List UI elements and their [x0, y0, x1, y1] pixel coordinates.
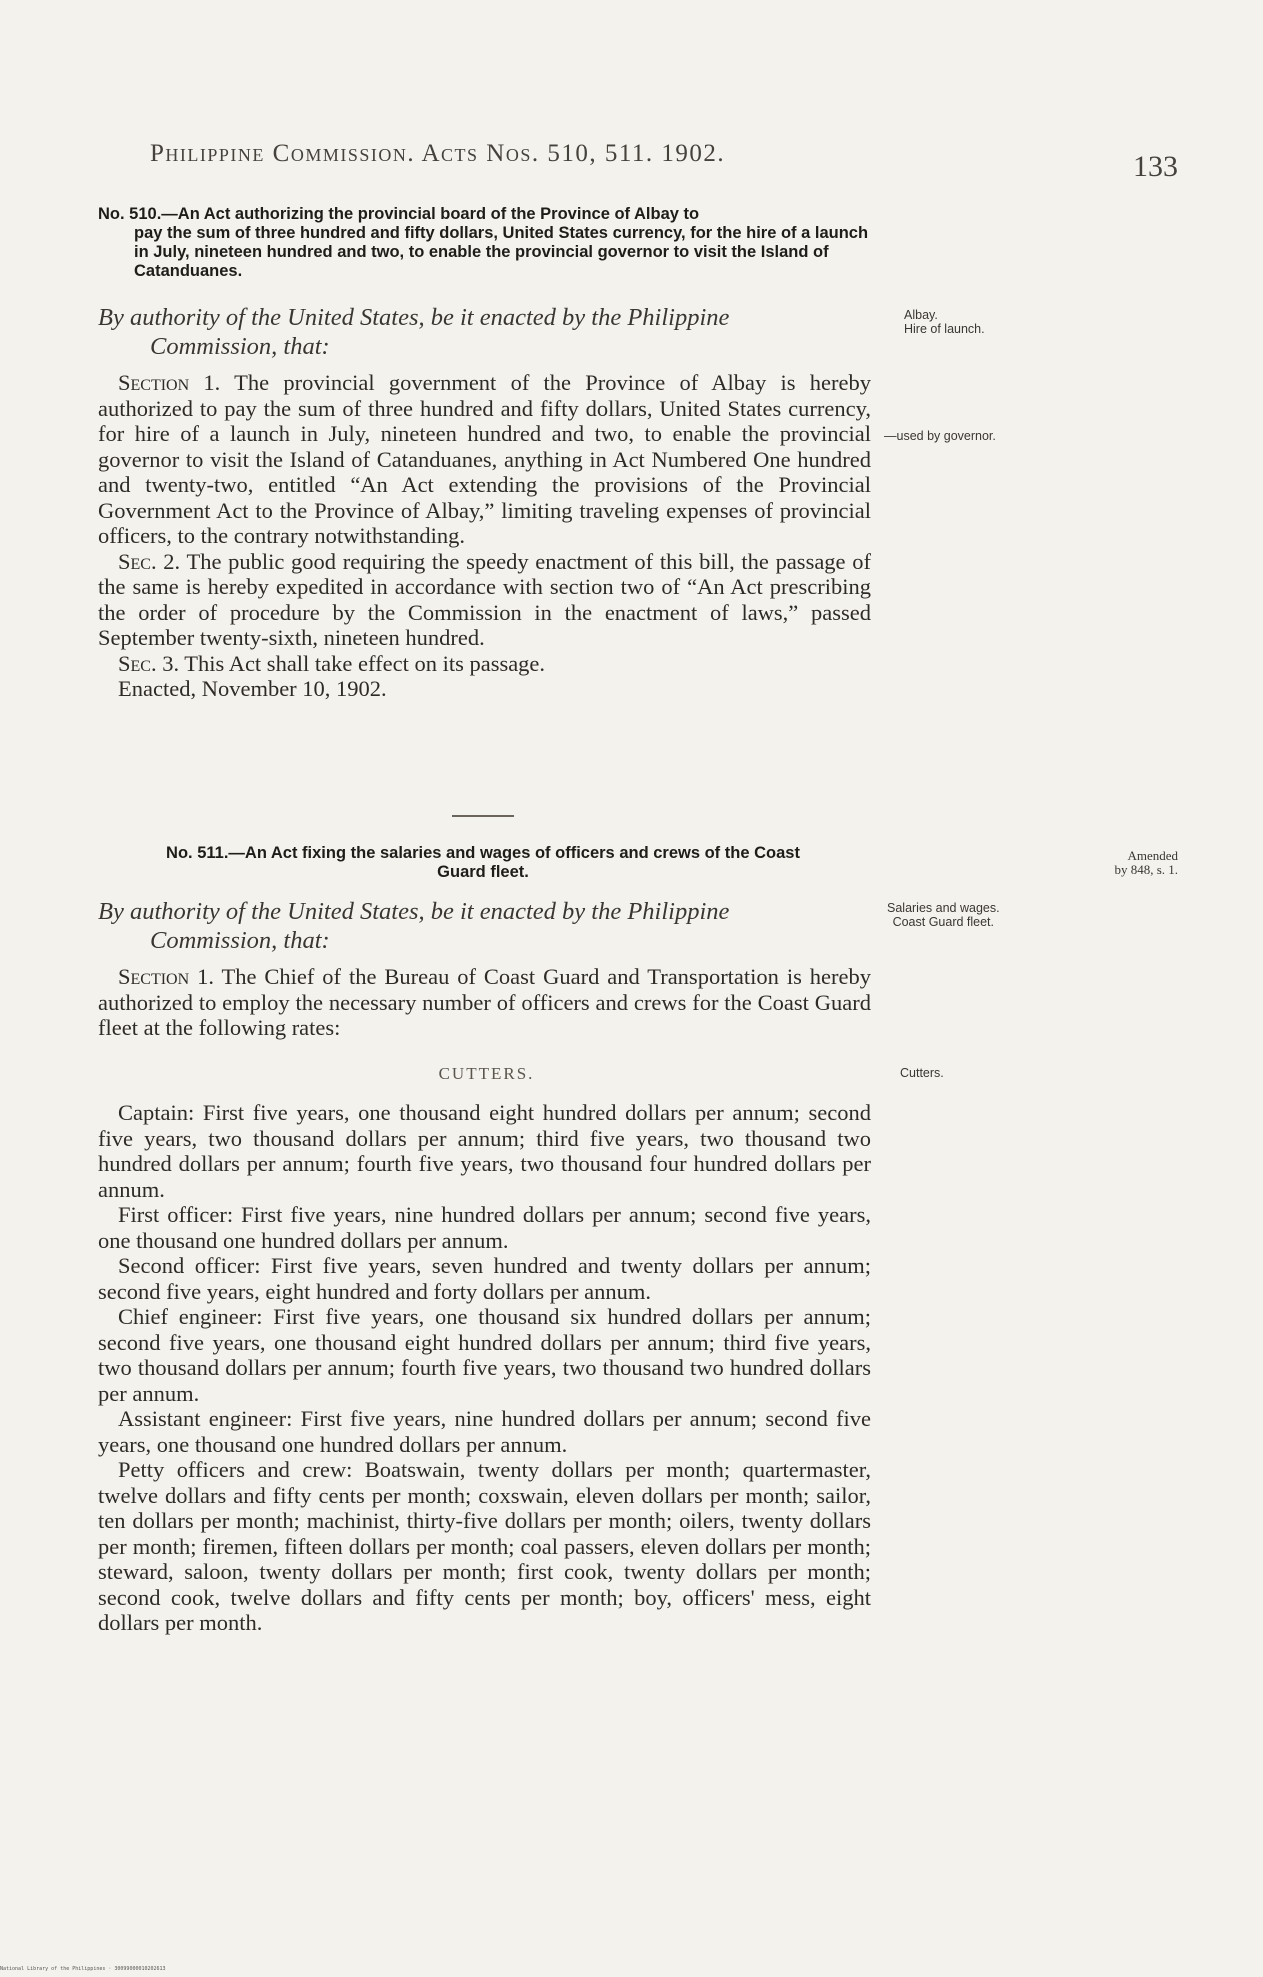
act-510-title-continuation: pay the sum of three hundred and fifty dollars, United States currency, for the hire of a launch in July, nineteen hundred and two, to enable the provincial governor to visit the Island of Catanduanes.: [134, 224, 869, 280]
act-510-enacting-line-2: Commission, that:: [150, 333, 330, 360]
section-3-label: Sec. 3.: [118, 650, 180, 676]
cutters-rates: [98, 1100, 871, 1636]
margin-note-salaries: [887, 901, 1000, 929]
act-510-enacting-clause: [98, 303, 883, 361]
rate-paragraph: Captain: First five years, one thousand eight hundred dollars per annum; second five years, two thousand dollars per annum; third five years, two thousand two hundred dollars per annum; fourth five years, two thousand four hundred dollars per annum.: [98, 1100, 871, 1202]
rate-paragraph: Petty officers and crew: Boatswain, twenty dollars per month; quartermaster, twelve dollars and fifty cents per month; coxswain, eleven dollars per month; sailor, ten dollars per month; machinist, thirty-five dollars per month; oilers, twenty dollars per month; firemen, fifteen dollars per month; coal passers, eleven dollars per month; steward, saloon, twenty dollars per month; first cook, twenty dollars per month; second cook, twelve dollars and fifty cents per month; boy, officers' mess, eight dollars per month.: [98, 1457, 871, 1635]
act-510-section-1: [98, 370, 871, 549]
act-511-enacting-clause: [98, 897, 883, 955]
rate-paragraph: Assistant engineer: First five years, nine hundred dollars per annum; second five years, one thousand one hundred dollars per annum.: [98, 1406, 871, 1457]
cutters-heading: CUTTERS.: [438, 1064, 535, 1083]
margin-note-albay-line: Albay.: [904, 308, 938, 322]
rate-paragraph: Chief engineer: First five years, one thousand six hundred dollars per annum; second five years, one thousand eight hundred dollars per annum; third five years, two thousand dollars per annum; fourth five years, two thousand two hundred dollars per annum.: [98, 1304, 871, 1406]
section-3-text: This Act shall take effect on its passage.: [179, 650, 546, 676]
margin-note-cutters: Cutters.: [900, 1066, 944, 1080]
margin-note-salaries-line-1: Salaries and wages.: [887, 901, 1000, 915]
running-head: Philippine Commission. Acts Nos. 510, 511. 1902.: [150, 140, 726, 167]
margin-note-amended: [1098, 849, 1178, 877]
section-1-label: Section 1.: [118, 370, 221, 395]
act-510-section-2: [98, 549, 871, 651]
rate-paragraph: Second officer: First five years, seven hundred and twenty dollars per annum; second five years, eight hundred and forty dollars per annum.: [98, 1253, 871, 1304]
act-511-title: [98, 844, 868, 882]
act-511-enacting-line-1: By authority of the United States, be it enacted by the Philippine: [98, 898, 730, 925]
act-511-section-1-text: The Chief of the Bureau of Coast Guard and Transportation is hereby authorized to employ the necessary number of officers and crews for the Coast Guard fleet at the following rates:: [98, 964, 871, 1040]
act-510-section-3: [98, 651, 871, 677]
act-510-body: [98, 370, 871, 702]
page-number: 133: [1133, 150, 1178, 183]
act-510-enacted-date: Enacted, November 10, 1902.: [118, 676, 387, 701]
section-2-text: The public good requiring the speedy enactment of this bill, the passage of the same is hereby expedited in accordance with section two of “An Act prescribing the order of procedure by the Commission in the enactment of laws,” passed September twenty-sixth, nineteen hundred.: [98, 548, 871, 650]
margin-note-hire-line: Hire of launch.: [904, 322, 985, 336]
margin-note-used-by-governor: —used by governor.: [884, 429, 996, 443]
section-1-text: The provincial government of the Province of Albay is hereby authorized to pay the sum of three hundred and fifty dollars, United States currency, for hire of a launch in July, nineteen hundred and two, to enable the provincial governor to visit the Island of Catanduanes, anything in Act Numbered One hundred and twenty-two, entitled “An Act extending the provisions of the Provincial Government Act to the Province of Albay,” limiting traveling expenses of provincial officers, to the contrary notwithstanding.: [98, 370, 871, 548]
act-511-enacting-line-2: Commission, that:: [150, 927, 330, 954]
act-511-section-1: [98, 964, 871, 1041]
act-511-section-1-paragraph: [98, 964, 871, 1041]
margin-note-amended-line-1: Amended: [1127, 848, 1178, 863]
margin-note-salaries-line-2: Coast Guard fleet.: [892, 915, 995, 929]
section-divider: [452, 815, 514, 817]
act-510-title: [98, 205, 878, 281]
act-511-section-1-label: Section 1.: [118, 964, 214, 989]
library-footer: National Library of the Philippines · 30099000010202613: [0, 1966, 166, 1972]
act-510-title-line: No. 510.—An Act authorizing the provincial board of the Province of Albay to: [98, 205, 700, 223]
act-510-enacting-line-1: By authority of the United States, be it enacted by the Philippine: [98, 304, 730, 331]
act-511-title-line-2: Guard fleet.: [437, 863, 529, 881]
margin-note-albay: [904, 308, 985, 336]
rate-paragraph: First officer: First five years, nine hundred dollars per annum; second five years, one thousand one hundred dollars per annum.: [98, 1202, 871, 1253]
act-511-title-line-1: No. 511.—An Act fixing the salaries and wages of officers and crews of the Coast: [166, 844, 800, 862]
margin-note-amended-line-2: by 848, s. 1.: [1114, 862, 1178, 877]
section-2-label: Sec. 2.: [118, 548, 181, 574]
